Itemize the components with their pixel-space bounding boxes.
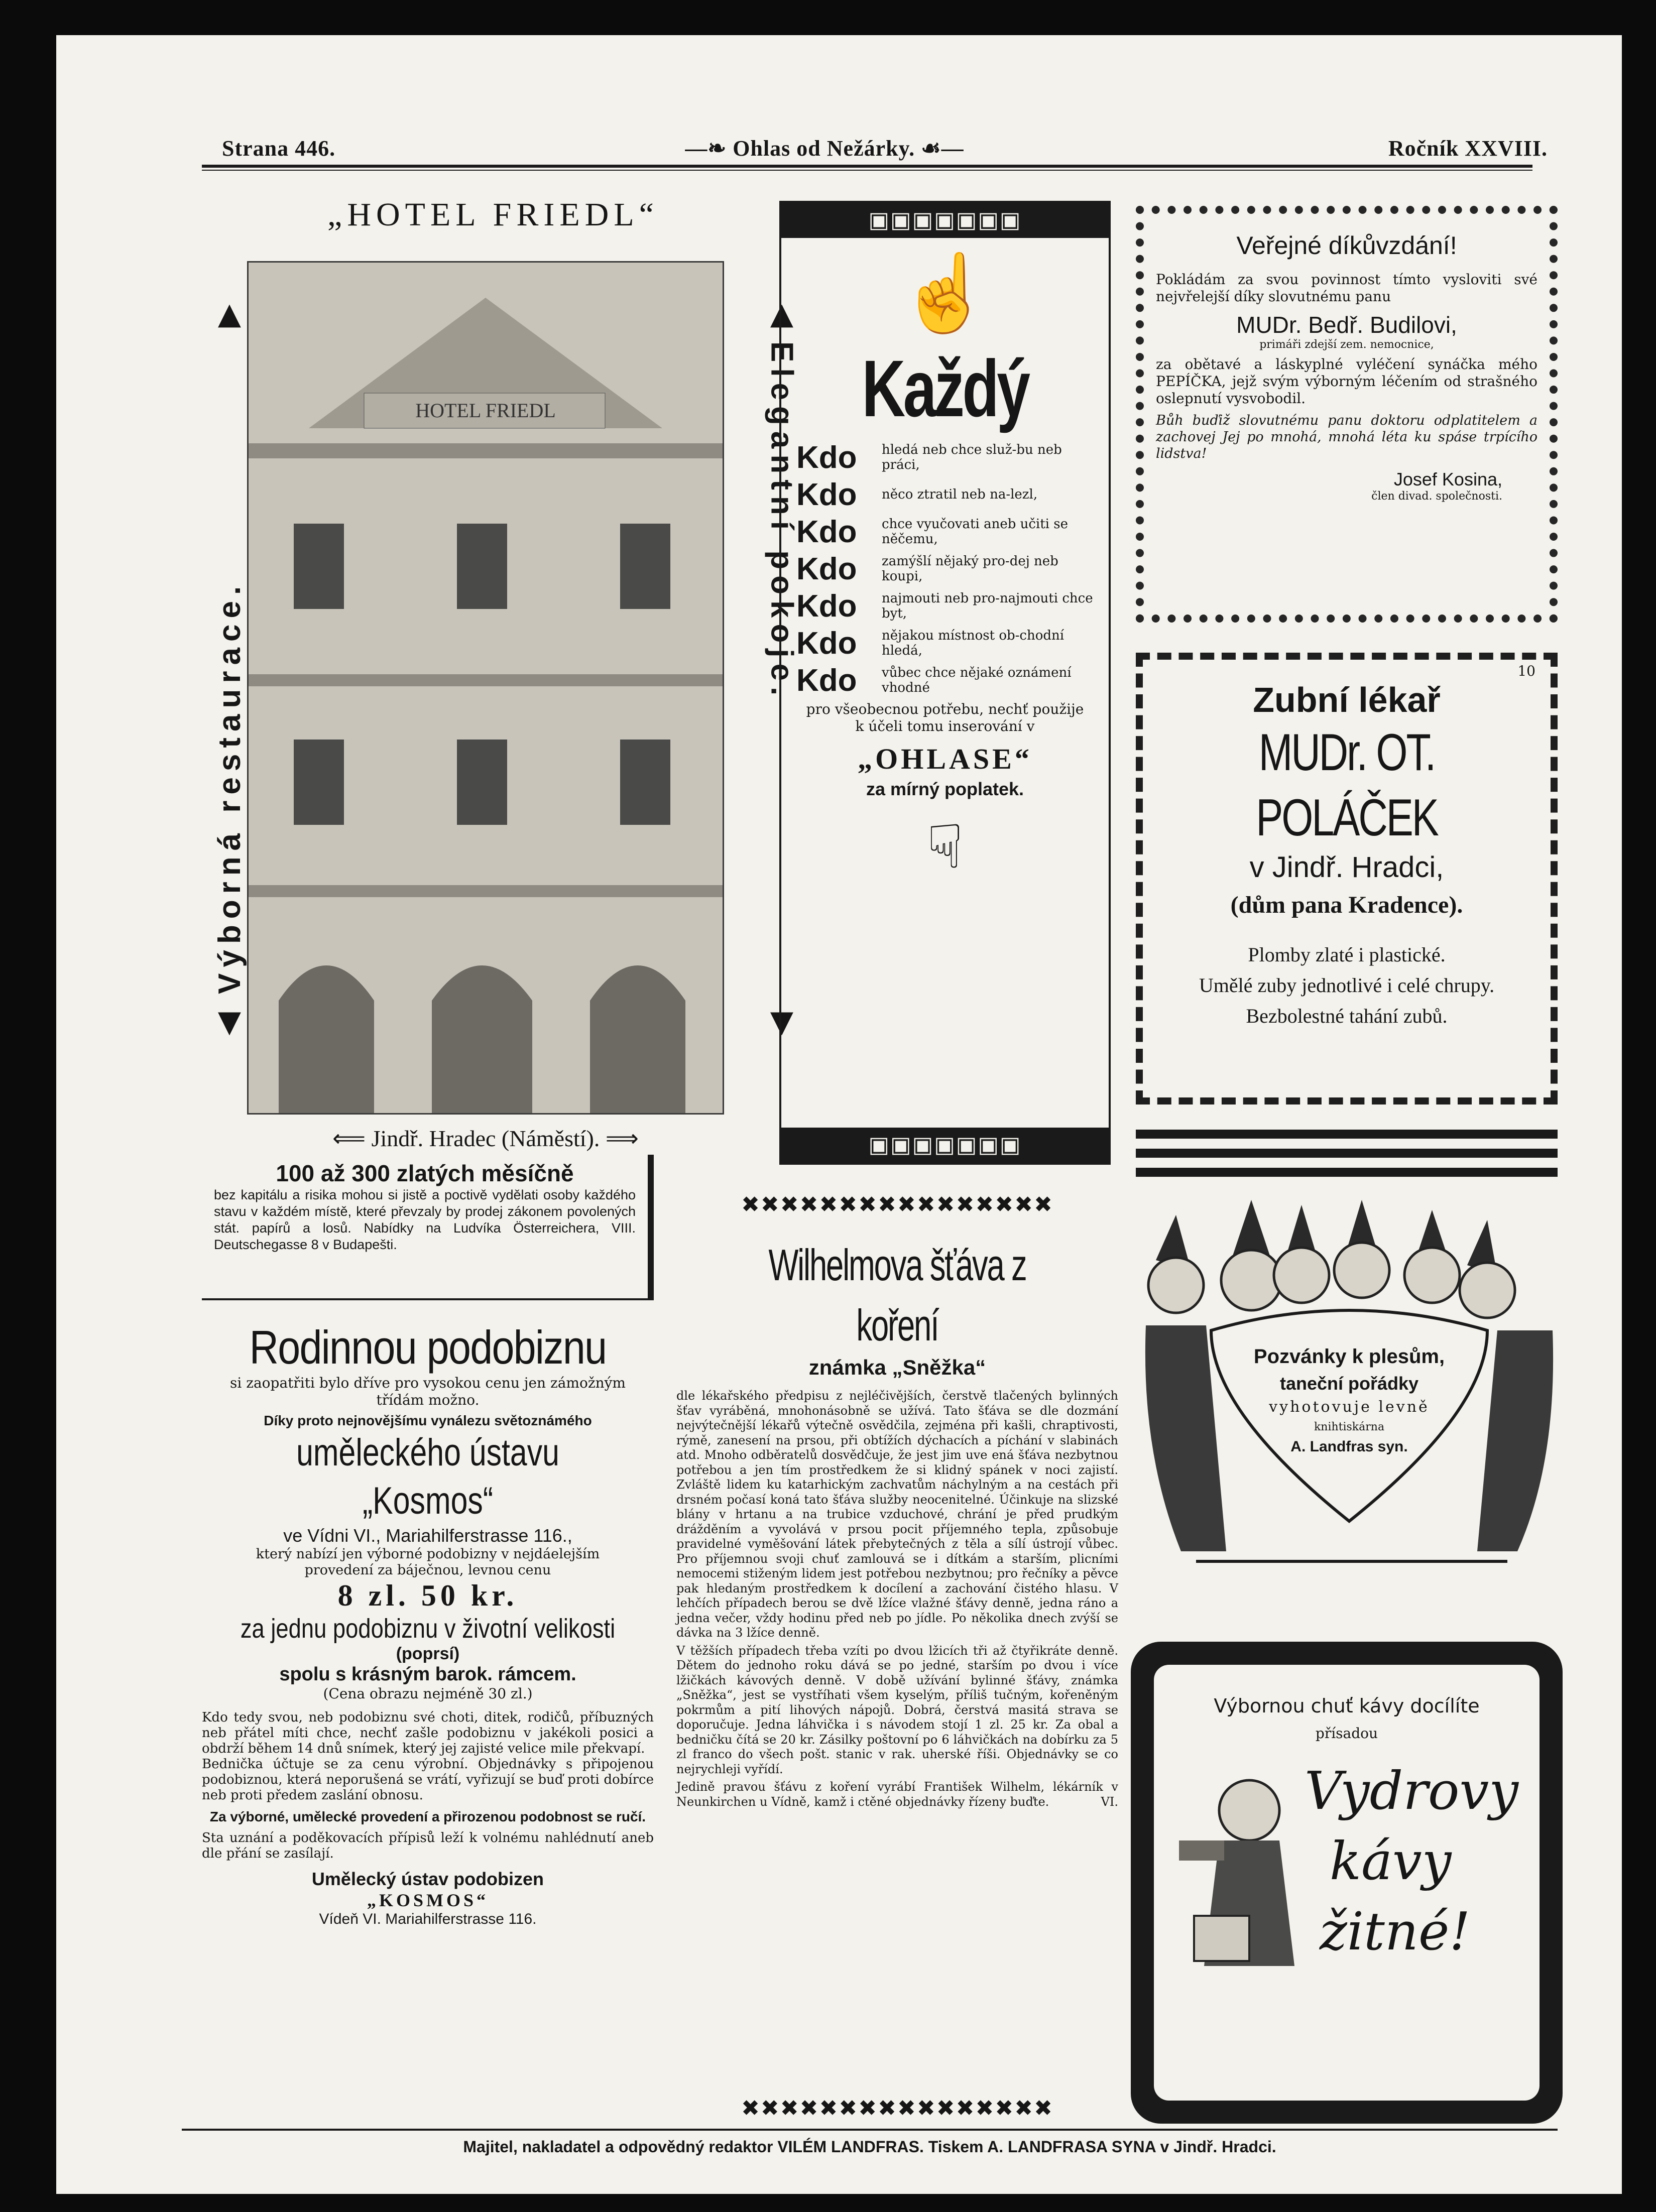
hotel-side-right: ▲ Elegantní pokoje. ▼ <box>754 296 809 1074</box>
kosmos-ad <box>202 1320 654 2114</box>
wilhelm-brand: známka „Sněžka“ <box>808 1356 986 1379</box>
kosmos-l4: za jednu podobiznu v životní velikosti <box>240 1614 616 1644</box>
separator-bar <box>1136 1130 1558 1139</box>
thanks-title: Veřejné díkůvzdání! <box>1236 231 1457 260</box>
coffee-l3: Vydrovy <box>1305 1760 1519 1821</box>
kosmos-name: uměleckého ústavu „Kosmos“ <box>296 1431 559 1522</box>
hotel-facade-drawing <box>249 263 723 1113</box>
facade-sign: HOTEL FRIEDL <box>415 399 556 422</box>
arrow-up-icon: ▲ <box>770 296 794 331</box>
kosmos-l6: spolu s krásným barok. rámcem. <box>279 1664 576 1685</box>
header-rule <box>202 165 1532 168</box>
thanks-signature-role: člen divad. společnosti. <box>1371 490 1502 503</box>
pointing-hand-icon: ☟ <box>926 812 964 882</box>
hand-icon: ☝ <box>898 250 992 337</box>
kosmos-price: 8 zl. 50 kr. <box>337 1579 518 1612</box>
thanks-notice <box>1136 206 1558 623</box>
kazdy-row: Kdo najmouti neb pro-najmouti chce byt, <box>796 588 1093 624</box>
kazdy-paper: „OHLASE“ <box>858 743 1032 775</box>
separator-bar <box>1136 1168 1558 1177</box>
header-rule-thin <box>202 170 1532 171</box>
pozvanky-ad <box>1136 1200 1563 1591</box>
kosmos-p4: Sta uznání a poděkovacích přípisů leží k volnému nahlédnutí aneb dle přání se zasílají. <box>202 1830 654 1861</box>
kazdy-tail: pro všeobecnou potřebu, nechť použije k účeli tomu inserování v <box>806 701 1084 734</box>
pozvanky-l5: A. Landfras syn. <box>1290 1438 1408 1455</box>
kosmos-l5: (poprsí) <box>396 1644 460 1663</box>
pozvanky-l4: knihtiskárna <box>1314 1421 1385 1433</box>
dentist-name: MUDr. OT. POLÁČEK <box>1256 723 1438 847</box>
kazdy-row: Kdo zamýšlí nějaký pro-dej neb koupi, <box>796 551 1058 586</box>
kazdy-price: za mírný poplatek. <box>866 779 1024 799</box>
ad-number: 10 <box>1517 663 1535 679</box>
coffee-l2: přísadou <box>1315 1725 1378 1742</box>
thanks-signature: Josef Kosina, <box>1393 469 1502 489</box>
kosmos-sign2: „KOSMOS“ <box>367 1890 489 1910</box>
kosmos-address: ve Vídni VI., Mariahilferstrasse 116., <box>283 1525 572 1546</box>
separator-bar <box>1136 1149 1558 1158</box>
dentist-line2: Umělé zuby jednotlivé i celé chrupy. <box>1199 974 1495 997</box>
dentist-line3: Bezbolestné tahání zubů. <box>1246 1005 1448 1027</box>
thanks-doctor: MUDr. Bedř. Budilovi, <box>1236 312 1457 338</box>
kazdy-ad <box>779 201 1111 1165</box>
volume-label: Ročník XXVIII. <box>1388 136 1548 161</box>
kosmos-p3: Za výborné, umělecké provedení a přirozenou podobnost se ručí. <box>209 1809 646 1824</box>
border-ornament-bottom: ▣▣▣▣▣▣▣ <box>781 1128 1109 1163</box>
income-title: 100 až 300 zlatých měsíčně <box>276 1160 574 1186</box>
wilhelm-p3: Jedině pravou šťávu z koření vyrábí František Wilhelm, lékárník v Neunkirchen u Vídně, kamž i ctěné objednávky řízeny buďte. VI. <box>676 1780 1118 1809</box>
ornament-left-icon: ⟸ <box>332 1126 372 1151</box>
kosmos-sign1: Umělecký ústav podobizen <box>311 1869 544 1889</box>
thanks-p3: Bůh buďiž slovutnému panu doktoru odplatitelem a zachovej Jej po mnohá, mnohá léta ku spáse trpícího lidstva! <box>1156 413 1537 461</box>
arrow-down-icon: ▼ <box>770 1004 794 1039</box>
kosmos-l1: si zaopatřiti bylo dříve pro vysokou cenu jen zámožným třídám možno. <box>230 1375 626 1408</box>
hotel-title: „HOTEL FRIEDL“ <box>327 196 659 233</box>
kosmos-sign3: Vídeň VI. Mariahilferstrasse 116. <box>319 1911 537 1927</box>
coffee-l5: žitné! <box>1320 1901 1471 1962</box>
wilhelm-p2: V těžších případech třeba vzíti po dvou lžicích tři až čtyřikráte denně. Dětem do jednoho roku dává se po jedné, starším po dvou i více lžičkách kávových denně. V době užívání bylinné šťávy, známka „Sněžka“, jest se vystříhati všem kyselým, příliš tučným, kořeněným pokrmům a pití lihových nápojů. Dobrá, čerstvá masitá strava se doporučuje. Jedna láhvička i s návodem stojí 1 zl. 25 kr. Za obal a bedničku čítá se 20 kr. Zásilky poštovní po 6 láhvičkách na dobírku za 5 zl franco do všech pošt. stanic v rak. uherské říši. Objednávky se co nejrychleji vyřídí. <box>676 1643 1118 1776</box>
footer-rule <box>182 2129 1558 2131</box>
border-ornament-top: ▣▣▣▣▣▣▣ <box>781 203 1109 238</box>
ornament-left-icon: —❧ <box>685 136 733 161</box>
kosmos-l3: který nabízí jen výborné podobizny v nejdáelejším provedení za báječnou, levnou cenu <box>256 1546 600 1578</box>
ornament-right-icon: ⟹ <box>600 1126 639 1151</box>
footer-imprint: Majitel, nakladatel a odpovědný redaktor VILÉM LANDFRAS. Tiskem A. LANDFRASA SYNA v Jindř. Hradci. <box>463 2138 1276 2156</box>
wilhelm-p1: dle lékařského předpisu z nejléčivějších, čerstvě tlačených bylinných šťav vyráběná, mnohonásobně se užívá. Tato šťáva se dle dozmání nejvýtečnější lékařů výtečně osvědčila, zejména při kašli, chraptivosti, rýmě, zanesení na prsou, při obtížích dýchacích a píchání v slabinách atd. Mnoho odběratelů dosvědčuje, že jest jim uve ená šťáva nezbytnou potřebou a jen tím prostředkem že si klidný spánek v noci zajistí. Zvláště lidem ku katarhickým zachvatům náchylným a na cestách při drsném počasí koná tato šťáva služby neocenitelné. Účinkuje na slizské blány v hrtanu a na trubice vzduchové, chrání je před prudkým drážděním a vyvolává v prsou pocit příjemného tepla, způsobuje pravidelné vyměšování látek přebytečných z těla a sílí ústrojí vůbec. Pro příjemnou svoji chuť zamlouvá se i dítkám a starším, plicními nemocemi stiženým lidem jest potřebou nezbytnou; pro řečníky a pěvce pak hledaným prostředkem k docílení a zachování čistého hlasu. V lehčích případech berou se dvě lžíce vlažné šťávy denně, jedna ráno a jedna večer, vždy hodinu před neb po jídle. Po několika dnech zvýší se dávka na 3 lžíce denně. <box>676 1389 1118 1640</box>
kosmos-l2: Díky proto nejnovějšímu vynálezu světoznámého <box>264 1413 592 1428</box>
kazdy-row: Kdo chce vyučovati aneb učiti se něčemu, <box>796 514 1068 549</box>
border-ornament-top: ✖✖✖✖✖✖✖✖✖✖✖✖✖✖✖✖ <box>741 1192 1053 1217</box>
wilhelm-ad <box>676 1190 1118 2124</box>
page-number: Strana 446. <box>222 136 336 161</box>
kosmos-title: Rodinnou podobiznu <box>249 1321 607 1374</box>
coffee-l4: kávy <box>1330 1830 1452 1892</box>
coffee-ad <box>1131 1642 1563 2124</box>
dentist-city: v Jindř. Hradci, <box>1249 851 1444 884</box>
arrow-up-icon: ▲ <box>217 296 242 331</box>
dentist-line1: Plomby zlaté i plastické. <box>1248 943 1446 966</box>
kosmos-p1: Kdo tedy svou, neb podobiznu své choti, ditek, rodičů, příbuzných neb přátel míti chce, nechť zašle podobiznu v jakékoli posici a obdrží během 14 dnů snímek, který jej zajisté velice mile překvapí. <box>202 1710 654 1756</box>
hotel-side-left: ▲ Výborná restaurace. ▼ <box>202 296 257 1074</box>
kazdy-row: Kdo nějakou místnost ob-chodní hledá, <box>796 626 1064 661</box>
hotel-facade-image <box>247 261 724 1115</box>
masthead-title: —❧ Ohlas od Nežárky. ☙— <box>685 136 964 161</box>
income-ad <box>202 1155 654 1300</box>
pozvanky-l1: Pozvánky k plesům, <box>1253 1345 1445 1368</box>
income-body: bez kapitálu a risika mohou si jistě a poctivě vydělati osoby každého stavu v každém místě, které převzaly by prodej zákonem povolených stát. papírů a losů. Nabídky na Ludvíka Österreichera, VIII. Deutschegasse 8 v Budapešti. <box>214 1187 636 1252</box>
coffee-l1: Výbornou chuť kávy docílíte <box>1214 1695 1480 1717</box>
dentist-title: Zubní lékař <box>1253 680 1441 719</box>
thanks-p2: za obětavé a láskyplné vyléčení synáčka mého PEPÍČKA, jejž svým výborným léčením od strašného oslepnutí vysvobodil. <box>1156 356 1537 407</box>
pozvanky-l2: taneční pořádky <box>1279 1373 1419 1394</box>
coffee-ad-inner <box>1154 1665 1540 2101</box>
kazdy-headline: Každý <box>862 343 1028 433</box>
newspaper-page <box>56 35 1622 2194</box>
kazdy-row: Kdo vůbec chce nějaké oznámení vhodné <box>796 663 1072 698</box>
dentist-house: (dům pana Kradence). <box>1230 892 1463 918</box>
thanks-doctor-role: primáři zdejší zem. nemocnice, <box>1259 338 1434 351</box>
thanks-p1: Pokládám za svou povinnost tímto vysloviti své nejvřelejší díky slovutnému panu <box>1156 271 1537 305</box>
coffee-child-illustration <box>1174 1765 1305 1976</box>
kosmos-p2: Bednička účtuje se za cenu výrobní. Objednávky s připojenou podobiznou, která neporušená se vrátí, vyřizují se buď proti dobírce neb proti předem zaslání obnosu. <box>202 1757 654 1803</box>
kazdy-row: Kdo hledá neb chce služ-bu neb práci, <box>796 440 1062 475</box>
border-ornament-bottom: ✖✖✖✖✖✖✖✖✖✖✖✖✖✖✖✖ <box>741 2096 1053 2121</box>
kazdy-row: Kdo něco ztratil neb na-lezl, <box>796 477 1038 512</box>
hotel-caption: ⟸ Jindř. Hradec (Náměstí). ⟹ <box>332 1126 639 1151</box>
kosmos-l7: (Cena obrazu nejméně 30 zl.) <box>323 1685 533 1702</box>
arrow-down-icon: ▼ <box>217 1004 242 1039</box>
wilhelm-title: Wilhelmova šťáva z koření <box>768 1240 1026 1350</box>
jesters-illustration <box>1136 1200 1563 1591</box>
kazdy-rows <box>781 439 1109 699</box>
pozvanky-l3: vyhotovuje levně <box>1269 1398 1430 1416</box>
dentist-ad <box>1136 653 1558 1104</box>
ornament-right-icon: ☙— <box>915 136 964 161</box>
